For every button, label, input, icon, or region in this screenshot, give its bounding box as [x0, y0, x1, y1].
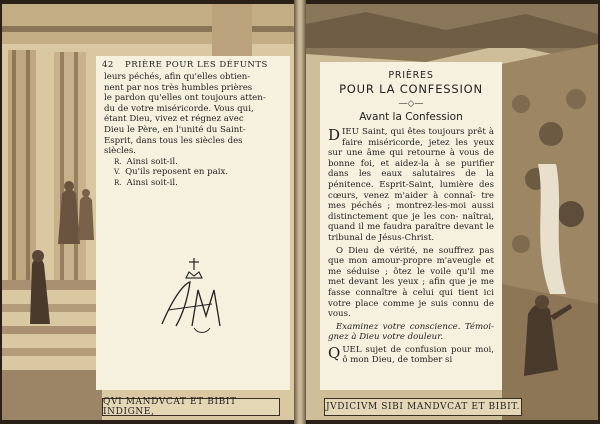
drop-cap: D	[328, 126, 341, 144]
text-line: étant Dieu, vivez et régnez avec	[104, 114, 244, 125]
section-title-line2: POUR LA CONFESSION	[339, 82, 483, 96]
running-head	[96, 56, 290, 72]
response-line: R. Ainsi soit-il.	[114, 177, 178, 188]
book-gutter	[294, 0, 306, 424]
text-line: du de votre miséricorde. Vous qui,	[104, 103, 254, 114]
response-line: R. Ainsi soit-il.	[114, 156, 178, 167]
page-number: 42	[102, 60, 114, 70]
prayer-text	[96, 72, 290, 157]
paragraph: Q UEL sujet de confusion pour moi, ô mon Dieu, de tomber si	[328, 343, 495, 366]
text-line: Esprit, dans tous les siècles des	[104, 135, 243, 146]
text-line: nent par nos très humbles prières	[104, 82, 253, 93]
response-line: V. Qu'ils reposent en paix.	[114, 167, 229, 178]
right-caption: JVDICIVM SIBI MANDVCAT ET BIBIT.	[324, 398, 522, 416]
section-title-line1: PRIÈRES	[388, 70, 434, 81]
left-caption: QVI MANDVCAT ET BIBIT INDIGNE,	[102, 398, 280, 416]
ornament-divider: —◇—	[398, 99, 424, 109]
right-text-panel	[320, 62, 502, 390]
drop-cap: Q	[328, 343, 341, 362]
text-line: Dieu le Père, en l'unité du Saint-	[104, 124, 246, 135]
text-line: siècles.	[104, 146, 137, 157]
section-subtitle: Avant la Confession	[359, 111, 463, 123]
text-line: leurs péchés, afin qu'elles obtien-	[104, 72, 251, 82]
running-head-title: PRIÈRE POUR LES DÉFUNTS	[125, 60, 268, 70]
rubric: Examinez votre conscience. Témoi- gnez à Dieu votre douleur.	[328, 321, 494, 343]
left-text-panel	[96, 56, 290, 390]
right-page	[306, 4, 598, 420]
prayer-text	[320, 127, 502, 366]
text-line: le pardon qu'elles ont toujours atten-	[104, 93, 266, 104]
left-page	[2, 4, 294, 420]
paragraph: D IEU Saint, qui êtes toujours prêt à faire miséricorde, jetez les yeux sur une âme qui retourne à vous de bonne foi, et aidez-la à se purifier dans les eaux salutaires de la pénitence. Esprit-Saint, lumière des cœurs, venez m'aider à connaî- tre mes péchés ; montrez-les-moi aussi distinctement que je les con- naîtrai, quand il me faudra paraître devant le tribunal de Jésus-Christ.	[328, 126, 495, 243]
marian-monogram-icon	[154, 256, 234, 340]
paragraph: O Dieu de vérité, ne souffrez pas que mon amour-propre m'aveugle et me séduise ; ôtez le voile qu'il me met devant les yeux ; afin que je me fasse connaître à celui qui tient ici votre place comme je suis connu de vous.	[328, 245, 495, 320]
